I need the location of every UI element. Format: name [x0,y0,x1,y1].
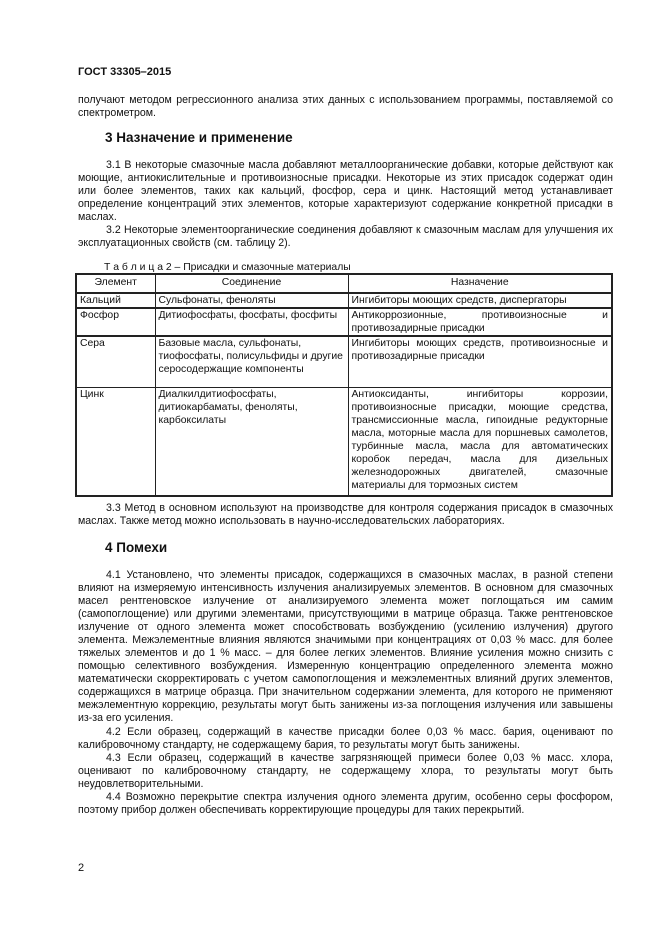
paragraph-3-3: 3.3 Метод в основном используют на производстве для контроля содержания присадок в смазочных маслах. Также метод можно использовать в научно-исследовательских лабораториях. [78,502,613,527]
table-cell: Сера [76,336,155,388]
table-cell: Базовые масла, сульфонаты, тиофосфаты, полисульфиды и другие серосодержащие компоненты [155,336,348,388]
column-header: Элемент [76,274,155,293]
table-row [76,308,612,336]
paragraph-3-1: 3.1 В некоторые смазочные масла добавляют металлоорганические добавки, которые действуют как моющие, антиокислительные и противоизносные присадки. Некоторые из этих присадок содержат один или более элементов, таких как кальций, фосфор, сера и цинк. Настоящий метод устанавливает определение концентраций этих элементов, которые характеризуют содержание конкретной присадки в маслах. [78,159,613,223]
table-caption: Т а б л и ц а 2 – Присадки и смазочные материалы [104,262,351,273]
table-row [76,293,612,308]
column-header: Назначение [348,274,612,293]
column-header: Соединение [155,274,348,293]
additives-table [75,273,613,497]
table-row [76,388,612,497]
table-cell: Антикоррозионные, противоизносные и противозадирные присадки [348,308,612,336]
table-cell: Сульфонаты, феноляты [155,293,348,308]
paragraph-3-2: 3.2 Некоторые элементоорганические соединения добавляют к смазочным маслам для улучшения их эксплуатационных свойств (см. таблицу 2). [78,224,613,249]
table-row [76,336,612,388]
paragraph-4-3: 4.3 Если образец, содержащий в качестве загрязняющей примеси более 0,03 % масс. хлора, оценивают по калибровочному стандарту, не содержащему хлора, то результаты могут быть неудовлетворительными. [78,752,613,790]
table-cell: Диалкилдитиофосфаты, дитиокарбаматы, феноляты, карбоксилаты [155,388,348,497]
table-cell: Дитиофосфаты, фосфаты, фосфиты [155,308,348,336]
table-cell: Цинк [76,388,155,497]
intro-paragraph: получают методом регрессионного анализа этих данных с использованием программы, поставляемой со спектрометром. [78,94,613,119]
document-code: ГОСТ 33305–2015 [78,66,172,78]
table-cell: Антиоксиданты, ингибиторы коррозии, противоизносные присадки, моющие средства, трансмиссионные масла, гипоидные редукторные масла, моторные масла для поршневых самолетов, турбинные масла, масла для автоматических коробок передач, масла для дизельных железнодорожных двигателей, смазочные материалы для тормозных систем [348,388,612,497]
paragraph-4-4: 4.4 Возможно перекрытие спектра излучения одного элемента другим, особенно серы фосфором, поэтому прибор должен обеспечивать корректирующие процедуры для таких перекрытий. [78,791,613,816]
paragraph-4-2: 4.2 Если образец, содержащий в качестве присадки более 0,03 % масс. бария, оценивают по калибровочному стандарту, не содержащему бария, то результаты могут быть занижены. [78,726,613,751]
page-number: 2 [78,862,85,874]
table-cell: Кальций [76,293,155,308]
section-4-heading: 4 Помехи [105,540,168,555]
table-cell: Ингибиторы моющих средств, диспергаторы [348,293,612,308]
table-header-row [76,274,612,293]
table-cell: Фосфор [76,308,155,336]
paragraph-4-1: 4.1 Установлено, что элементы присадок, содержащихся в смазочных маслах, в разной степени влияют на измеряемую интенсивность излучения анализируемых элементов. В основном для смазочных масел рентгеновское излучение от анализируемого элемента может поглощаться им самим (самопоглощение) или другими элементами, присутствующими в матрице образца. Также рентгеновское излучение от одного элемента может способствовать возбуждению (усилению излучения) другого элемента. Межэлементные влияния являются значимыми при концентрациях от 0,03 % масс. для более тяжелых элементов и до 1 % масс. – для более легких элементов. Влияние усиления можно снизить с помощью селективного возбуждения. Измеренную концентрацию определенного элемента можно математически скорректировать с учетом самопоглощения и межэлементных влияний других элементов, содержащихся в матрице образца. При значительном содержании элемента, для которого не применяют межэлементную коррекцию, результаты могут быть занижены из-за поглощения излучения или завышены из-за его усиления. [78,569,613,724]
table-cell: Ингибиторы моющих средств, противоизносные и противозадирные присадки [348,336,612,388]
section-3-heading: 3 Назначение и применение [105,130,293,145]
